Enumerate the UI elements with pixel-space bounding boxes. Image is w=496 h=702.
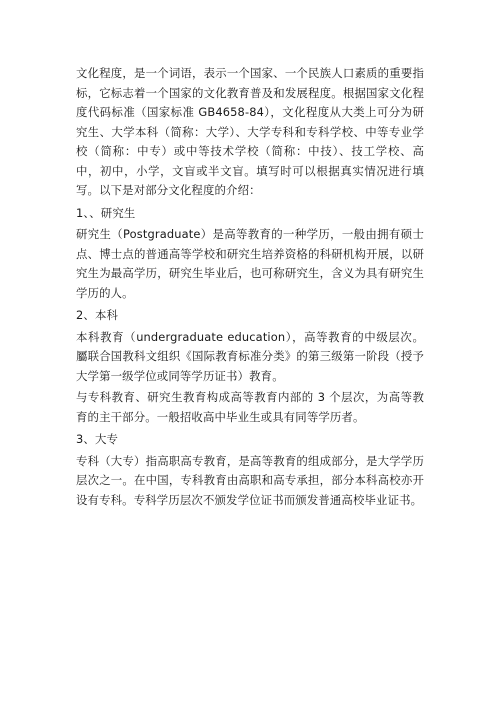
- section-paragraph-undergraduate-1: 本科教育（undergraduate education），高等教育的中级层次。屬联合国教科文组织《国际教育标准分类》的第三级第一阶段（授予大学第一级学位或同等学历证书）教育。: [76, 329, 424, 383]
- section-heading-junior-college: 3、大专: [76, 432, 119, 446]
- section-heading-postgraduate: 1、、研究生: [76, 205, 136, 220]
- section-paragraph-postgraduate: 研究生（Postgraduate）是高等教育的一种学历，一般由拥有硕士点、博士点的普通高等学校和研究生培养资格的科研机构开展，以研究生为最高学历，研究生毕业后，也可称研究生，含义为具有研究生学历的人。: [76, 227, 424, 300]
- section-paragraph-undergraduate-2: 与专科教育、研究生教育构成高等教育内部的 3 个层次，为高等教育的主干部分。一般招收高中毕业生或具有同等学历者。: [76, 390, 424, 424]
- section-paragraph-junior-college: 专科（大专）指高职高专教育，是高等教育的组成部分，是大学学历层次之一。在中国，专科教育由高职和高专承担，部分本科高校亦开设有专科。专科学历层次不颁发学位证书而颁发普通高校毕业证书。: [76, 453, 424, 507]
- intro-paragraph: 文化程度，是一个词语，表示一个国家、一个民族人口素质的重要指标，它标志着一个国家的文化教育普及和发展程度。根据国家文化程度代码标准（国家标准 GB4658-84），文化程度从大类上可分为研究生、大学本科（简称：大学）、大学专科和专科学校、中等专业学校（简称：中专）或中等技术学校（简称：中技）、技工学校、高中，初中，小学，文盲或半文盲。填写时可以根据真实情况进行填写。以下是对部分文化程度的介绍：: [76, 66, 424, 197]
- document-body: [76, 64, 424, 510]
- section-heading-undergraduate: 2、本科: [76, 308, 119, 322]
